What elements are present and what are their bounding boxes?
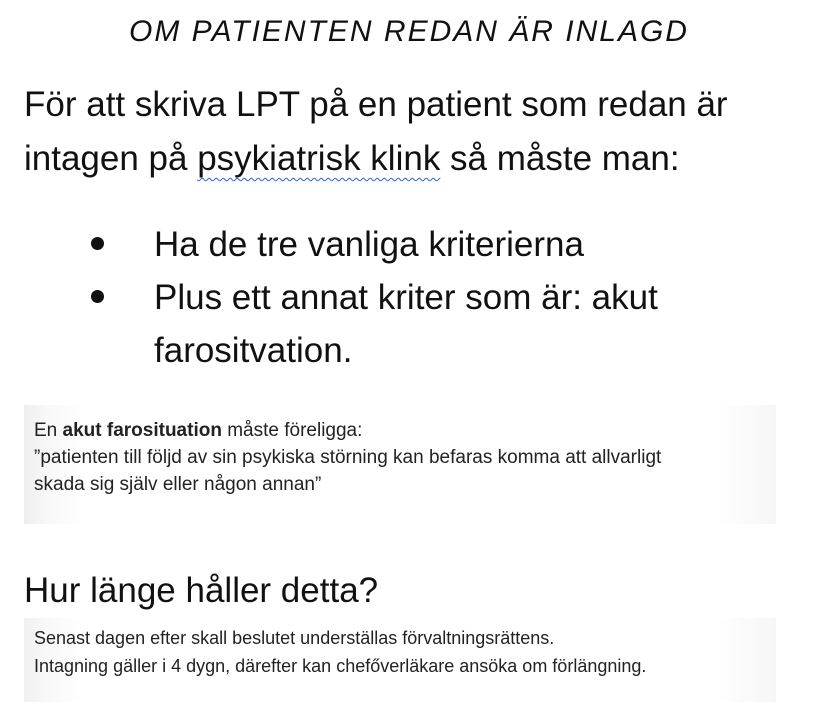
- intro-text-start: För att skriva LPT på en patient som redan är intagen på: [24, 85, 728, 178]
- definition-line-1: [34, 417, 661, 444]
- bullet-icon: [91, 237, 104, 250]
- intro-text-end: så måste man:: [440, 139, 680, 178]
- definition-excerpt: [24, 405, 776, 524]
- definition-text: [34, 417, 661, 498]
- list-item-text: Ha de tre vanliga kriterierna: [154, 225, 584, 264]
- definition-line-3: skada sig själv eller någon annan”: [34, 474, 322, 495]
- duration-line-1: Senast dagen efter skall beslutet underställas förvaltningsrättens.: [34, 628, 555, 648]
- criteria-list: [0, 218, 818, 377]
- section-heading: OM PATIENTEN REDAN ÄR INLAGD: [129, 15, 689, 48]
- duration-excerpt: [24, 618, 776, 702]
- list-item: [0, 271, 714, 377]
- list-item: [0, 218, 714, 271]
- definition-prefix: En: [34, 420, 63, 441]
- definition-line-2: ”patienten till följd av sin psykiska störning kan befaras komma att allvarligt: [34, 447, 662, 468]
- intro-paragraph: [24, 78, 804, 186]
- spellcheck-flagged-text[interactable]: psykiatrisk klink: [197, 139, 441, 178]
- duration-heading: Hur länge håller detta?: [24, 571, 379, 610]
- definition-term: akut farosituation: [62, 420, 222, 441]
- definition-suffix: måste föreligga:: [221, 420, 363, 441]
- duration-line-2: Intagning gäller i 4 dygn, därefter kan chefőverläkare ansöka om förlängning.: [34, 656, 647, 676]
- list-item-text: Plus ett annat kriter som är: akut farositvation.: [154, 278, 658, 370]
- bullet-icon: [91, 290, 104, 303]
- duration-text: [34, 624, 646, 680]
